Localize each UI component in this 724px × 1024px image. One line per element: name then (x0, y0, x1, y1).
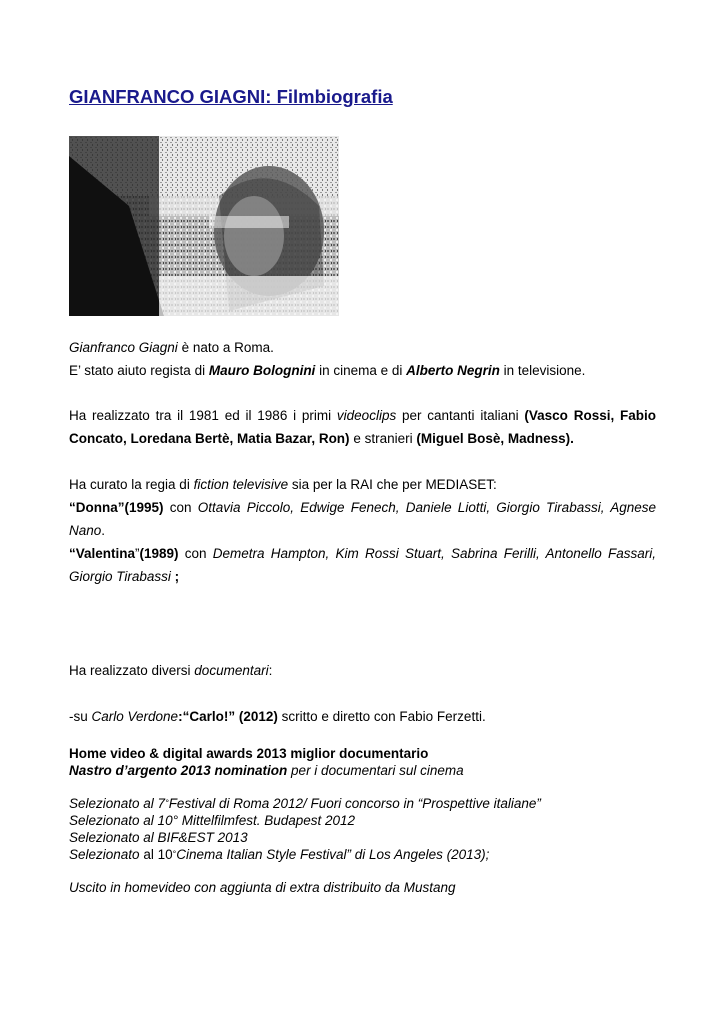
selection-4 (69, 846, 656, 863)
foreign-artists: (Miguel Bosè, Madness). (416, 431, 574, 446)
donna-line-1 (69, 496, 656, 519)
selection-3-text: Selezionato al BIF&EST 2013 (69, 830, 248, 845)
intro-section (69, 336, 656, 382)
fiction-text-b: sia per la RAI che per MEDIASET: (288, 477, 497, 492)
selection-4-b: al 10 (143, 847, 173, 862)
selection-1-b: Festival di Roma 2012/ Fuori concorso in “Prospettive italiane” (168, 796, 541, 811)
selection-4-c: Cinema Italian Style Festival” di Los Angeles (2013); (176, 847, 490, 862)
documentari-colon: : (268, 663, 273, 678)
fiction-text-a: Ha curato la regia di (69, 477, 194, 492)
carlo-title: :“Carlo!” (2012) (178, 709, 278, 724)
nastro-rest: per i documentari sul cinema (287, 763, 464, 778)
intro-line-2 (69, 359, 656, 382)
awards-line-1 (69, 745, 656, 762)
italian-artists-2: Concato, Loredana Bertè, Matia Bazar, Ron) (69, 431, 350, 446)
videoclips-section (69, 404, 656, 450)
donna-cast-1: Ottavia Piccolo, Edwige Fenech, Daniele Liotti, Giorgio Tirabassi, Agnese (197, 500, 656, 515)
selection-4-degree: ° (172, 849, 177, 859)
name-text: Gianfranco Giagni (69, 340, 178, 355)
selection-2 (69, 812, 656, 829)
carlo-credits: scritto e diretto con Fabio Ferzetti. (277, 709, 486, 724)
portrait-photo-image (69, 136, 339, 316)
intro-line-1 (69, 336, 656, 359)
videoclips-text-a: Ha realizzato tra il 1981 ed il 1986 i primi (69, 408, 337, 423)
selection-4-a: Selezionato (69, 847, 144, 862)
selections-section (69, 795, 656, 863)
carlo-line (69, 705, 656, 728)
negrin-name: Alberto Negrin (406, 363, 500, 378)
homevideo-line (69, 879, 656, 896)
assist-text-a: E’ stato aiuto regista di (69, 363, 209, 378)
bolognini-name: Mauro Bolognini (208, 363, 316, 378)
valentina-cast-1: Demetra Hampton, Kim Rossi Stuart, Sabrina Ferilli, Antonello Fassari, (212, 546, 656, 561)
valentina-semicolon: ; (170, 569, 180, 584)
fiction-intro (69, 473, 656, 496)
carlo-prefix: -su (69, 709, 92, 724)
selection-1-a: Selezionato al 7 (69, 796, 166, 811)
documentari-text: Ha realizzato diversi (69, 663, 195, 678)
nastro-nomination: Nastro d’argento 2013 nomination (69, 763, 288, 778)
donna-line-2 (69, 519, 656, 542)
valentina-quote: ” (135, 546, 140, 561)
assist-text-c: in televisione. (499, 363, 586, 378)
documentari-section (69, 659, 656, 682)
selection-2-text: Selezionato al 10° Mittelfilmfest. Budapest 2012 (69, 813, 356, 828)
home-video-award: Home video & digital awards 2013 miglior documentario (69, 746, 429, 761)
valentina-title: “Valentina (69, 546, 136, 561)
awards-line-2 (69, 762, 656, 779)
donna-cast-2: Nano (69, 523, 102, 538)
videoclips-line-1 (69, 404, 656, 427)
verdone-name: Carlo Verdone (91, 709, 179, 724)
fiction-term: fiction televisive (193, 477, 289, 492)
documentari-line (69, 659, 656, 682)
homevideo-section (69, 879, 656, 896)
fiction-section (69, 473, 656, 588)
valentina-line-2 (69, 565, 656, 588)
valentina-con: con (178, 546, 213, 561)
homevideo-text: Uscito in homevideo con aggiunta di extra distribuito da Mustang (69, 880, 456, 895)
born-text: è nato a Roma. (177, 340, 274, 355)
donna-title: “Donna”(1995) (69, 500, 164, 515)
donna-period: . (101, 523, 106, 538)
valentina-cast-2: Giorgio Tirabassi (69, 569, 171, 584)
documentari-term: documentari (194, 663, 269, 678)
videoclips-line-2 (69, 427, 656, 450)
page-title: GIANFRANCO GIAGNI: Filmbiografia (69, 86, 393, 107)
valentina-line-1 (69, 542, 656, 565)
donna-con: con (163, 500, 198, 515)
assist-text-b: in cinema e di (315, 363, 407, 378)
videoclips-term: videoclips (336, 408, 397, 423)
videoclips-text-c: e stranieri (349, 431, 417, 446)
valentina-year: (1989) (139, 546, 179, 561)
portrait-photo (69, 136, 339, 316)
selection-3 (69, 829, 656, 846)
awards-section (69, 745, 656, 779)
videoclips-text-b: per cantanti italiani (396, 408, 525, 423)
selection-1 (69, 795, 656, 812)
selection-1-degree: ° (165, 798, 169, 808)
carlo-section (69, 705, 656, 728)
italian-artists-1: (Vasco Rossi, Fabio (524, 408, 656, 423)
